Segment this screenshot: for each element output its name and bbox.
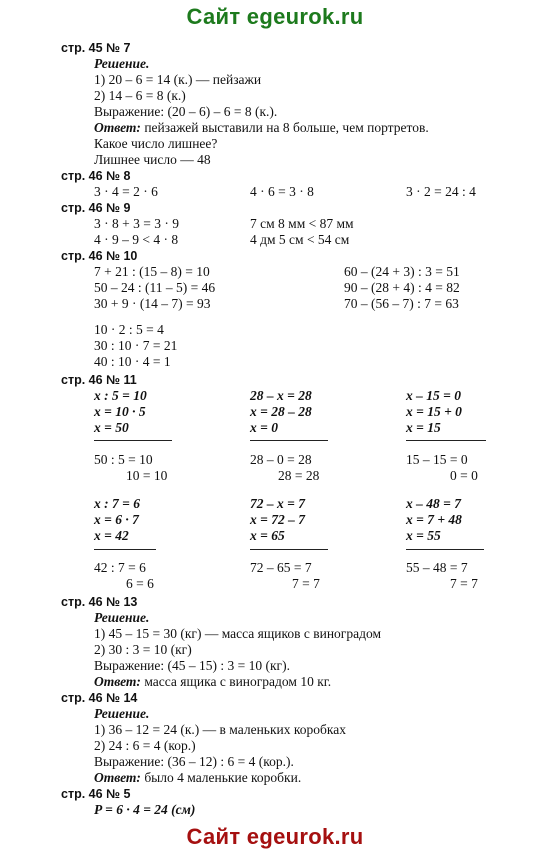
equation: x : 7 = 6: [94, 496, 140, 511]
solution-line: 1) 45 – 15 = 30 (кг) — масса ящиков с виноградом: [94, 626, 381, 641]
equation: x = 10 · 5: [94, 404, 146, 419]
perimeter-line: P = 6 · 4 = 24 (см): [94, 802, 196, 817]
equation: 40 : 10 · 4 = 1: [94, 354, 171, 369]
equation: x – 48 = 7: [406, 496, 461, 511]
check-equation: 72 – 65 = 7: [250, 560, 312, 575]
expression-line: Выражение: (45 – 15) : 3 = 10 (кг).: [94, 658, 290, 673]
equation: 30 + 9 · (14 – 7) = 93: [94, 296, 211, 311]
extra-number-line: Лишнее число — 48: [94, 152, 211, 167]
check-equation: 7 = 7: [292, 576, 320, 591]
answer-text: масса ящика с виноградом 10 кг.: [140, 674, 332, 689]
check-equation: 10 = 10: [126, 468, 168, 483]
equation: 50 – 24 : (11 – 5) = 46: [94, 280, 216, 295]
check-equation: 7 = 7: [450, 576, 478, 591]
comparison: 4 · 9 – 9 < 4 · 8: [94, 232, 179, 247]
comparison: 4 дм 5 см < 54 см: [250, 232, 350, 247]
comparison: 3 · 2 = 24 : 4: [406, 184, 476, 199]
equation: x = 50: [94, 420, 129, 435]
equation: 70 – (56 – 7) : 7 = 63: [344, 296, 459, 311]
equation: 10 · 2 : 5 = 4: [94, 322, 164, 337]
section-heading: стр. 46 № 9: [61, 201, 131, 215]
solution-line: 2) 24 : 6 = 4 (кор.): [94, 738, 196, 753]
equation: x = 72 – 7: [250, 512, 305, 527]
divider: [94, 549, 156, 550]
solution-line: 1) 36 – 12 = 24 (к.) — в маленьких коробках: [94, 722, 346, 737]
solution-line: 2) 30 : 3 = 10 (кг): [94, 642, 192, 657]
comparison: 7 см 8 мм < 87 мм: [250, 216, 354, 231]
equation: 28 – x = 28: [250, 388, 312, 403]
equation: 72 – x = 7: [250, 496, 305, 511]
equation: 90 – (28 + 4) : 4 = 82: [344, 280, 460, 295]
equation: x = 55: [406, 528, 441, 543]
solution-line: 1) 20 – 6 = 14 (к.) — пейзажи: [94, 72, 262, 87]
answer-label: Ответ:: [94, 120, 141, 135]
equation: x = 6 · 7: [94, 512, 139, 527]
answer-line: [94, 674, 331, 690]
check-equation: 28 – 0 = 28: [250, 452, 312, 467]
site-banner-bottom: Сайт egeurok.ru: [186, 824, 364, 849]
answer-label: Ответ:: [94, 674, 141, 689]
answer-line: [94, 770, 301, 786]
equation: x = 65: [250, 528, 285, 543]
divider: [406, 440, 486, 441]
check-equation: 15 – 15 = 0: [406, 452, 468, 467]
check-equation: 0 = 0: [450, 468, 478, 483]
equation: x : 5 = 10: [94, 388, 147, 403]
check-equation: 42 : 7 = 6: [94, 560, 146, 575]
solution-label: Решение.: [94, 610, 150, 625]
section-heading: стр. 46 № 5: [61, 787, 131, 801]
section-heading: стр. 46 № 13: [61, 595, 138, 609]
check-equation: 28 = 28: [278, 468, 320, 483]
equation: x = 0: [250, 420, 278, 435]
comparison: 3 · 8 + 3 = 3 · 9: [94, 216, 179, 231]
equation: 30 : 10 · 7 = 21: [94, 338, 178, 353]
site-banner-top: Сайт egeurok.ru: [186, 4, 364, 29]
section-heading: стр. 45 № 7: [61, 41, 131, 55]
equation: x = 15 + 0: [406, 404, 462, 419]
comparison: 4 · 6 = 3 · 8: [250, 184, 314, 199]
divider: [406, 549, 484, 550]
equation: 60 – (24 + 3) : 3 = 51: [344, 264, 460, 279]
equation: 7 + 21 : (15 – 8) = 10: [94, 264, 210, 279]
answer-text: было 4 маленькие коробки.: [140, 770, 302, 785]
check-equation: 55 – 48 = 7: [406, 560, 468, 575]
comparison: 3 · 4 = 2 · 6: [94, 184, 158, 199]
section-heading: стр. 46 № 11: [61, 373, 137, 387]
solution-line: 2) 14 – 6 = 8 (к.): [94, 88, 186, 103]
divider: [250, 549, 328, 550]
solution-label: Решение.: [94, 706, 150, 721]
section-heading: стр. 46 № 8: [61, 169, 131, 183]
equation: x = 15: [406, 420, 441, 435]
answer-line: [94, 120, 429, 136]
section-heading: стр. 46 № 14: [61, 691, 138, 705]
divider: [94, 440, 172, 441]
equation: x = 42: [94, 528, 129, 543]
check-equation: 6 = 6: [126, 576, 154, 591]
expression-line: Выражение: (20 – 6) – 6 = 8 (к.).: [94, 104, 278, 119]
equation: x = 28 – 28: [250, 404, 312, 419]
question-line: Какое число лишнее?: [94, 136, 218, 151]
answer-label: Ответ:: [94, 770, 141, 785]
equation: x = 7 + 48: [406, 512, 462, 527]
answer-text: пейзажей выставили на 8 больше, чем портретов.: [140, 120, 429, 135]
equation: x – 15 = 0: [406, 388, 461, 403]
section-heading: стр. 46 № 10: [61, 249, 138, 263]
divider: [250, 440, 328, 441]
expression-line: Выражение: (36 – 12) : 6 = 4 (кор.).: [94, 754, 294, 769]
solution-label: Решение.: [94, 56, 150, 71]
check-equation: 50 : 5 = 10: [94, 452, 153, 467]
